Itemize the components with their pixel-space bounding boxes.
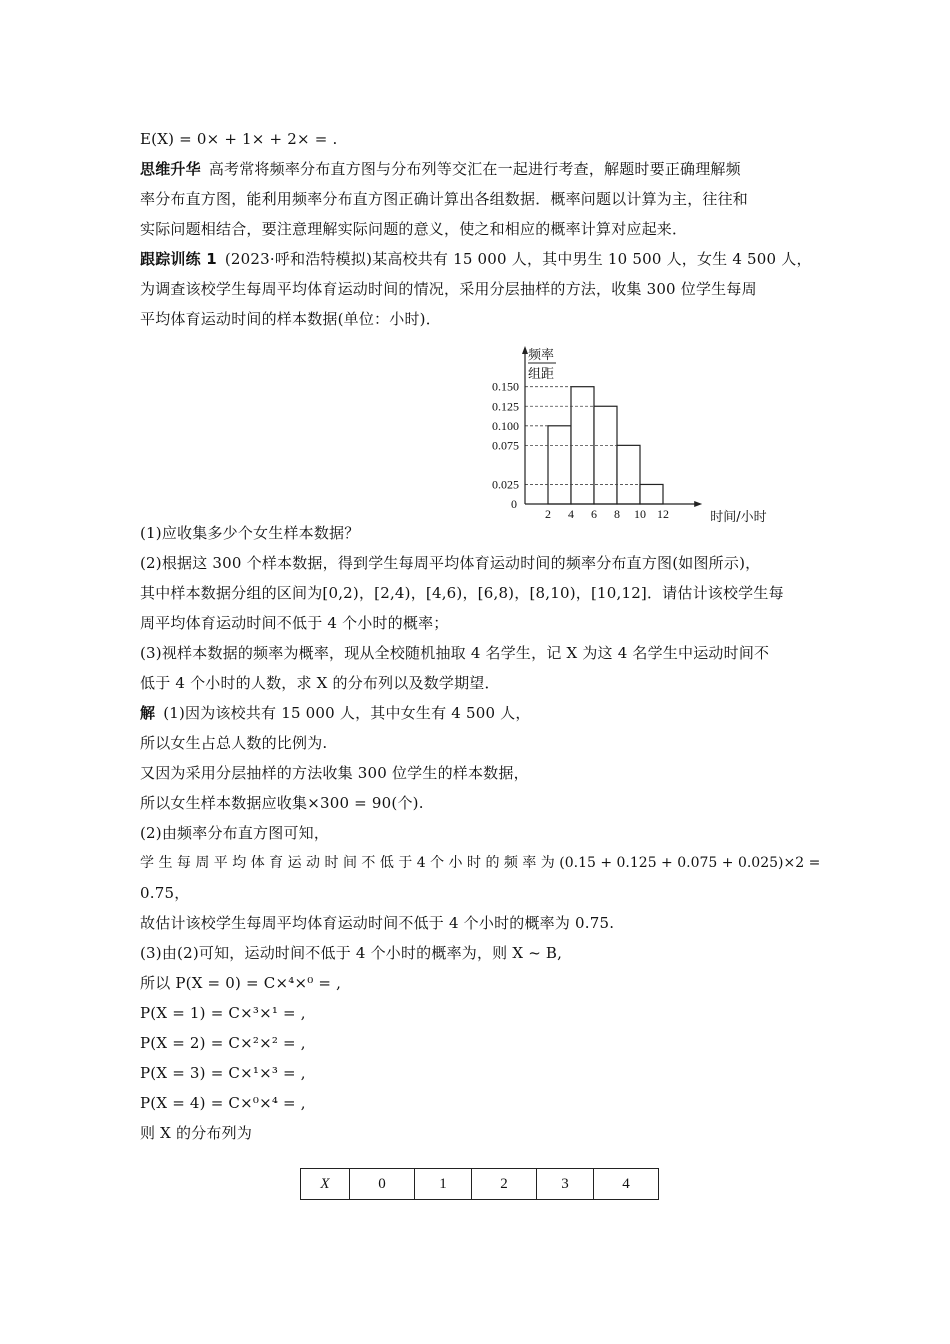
table-cell: X bbox=[301, 1169, 350, 1200]
y-tick-label: 0.075 bbox=[492, 438, 519, 453]
solution-9: (3)由(2)可知，运动时间不低于 4 个小时的概率为，则 X ~ B, bbox=[140, 944, 563, 962]
track-text-2: 为调查该校学生每周平均体育运动时间的情况，采用分层抽样的方法，收集 300 位学生每周 bbox=[140, 280, 757, 298]
summary-text-2: 率分布直方图，能利用频率分布直方图正确计算出各组数据．概率问题以计算为主，往往和 bbox=[140, 190, 749, 208]
x-axis-label: 时间/小时 bbox=[710, 510, 767, 525]
solution-3: 又因为采用分层抽样的方法收集 300 位学生的样本数据， bbox=[140, 764, 529, 782]
expectation-line: E(X) = 0× + 1× + 2× = . bbox=[140, 130, 338, 148]
x-tick-label: 8 bbox=[614, 507, 620, 521]
x-axis-arrow bbox=[694, 501, 702, 507]
table-cell: 3 bbox=[537, 1169, 594, 1200]
probability-1: P(X = 1) = C×³×¹ = , bbox=[140, 1004, 306, 1022]
question-2b: 其中样本数据分组的区间为[0,2)，[2,4)，[4,6)，[6,8)，[8,10)，[10,12]．请估计该校学生每 bbox=[140, 584, 784, 602]
x-tick-label: 10 bbox=[634, 507, 646, 521]
track-label: 跟踪训练 1 bbox=[140, 250, 217, 268]
origin-label: 0 bbox=[511, 497, 517, 511]
y-axis-label-bottom: 组距 bbox=[528, 367, 555, 382]
x-tick-label: 12 bbox=[657, 507, 669, 521]
histogram-bar bbox=[548, 426, 571, 504]
question-2a: (2)根据这 300 个样本数据，得到学生每周平均体育运动时间的频率分布直方图(如图所示)， bbox=[140, 554, 761, 572]
solution-2: 所以女生占总人数的比例为. bbox=[140, 734, 328, 752]
track-text-3: 平均体育运动时间的样本数据(单位：小时)． bbox=[140, 310, 441, 328]
question-3b: 低于 4 个小时的人数，求 X 的分布列以及数学期望． bbox=[140, 674, 500, 692]
summary-text-3: 实际问题相结合，要注意理解实际问题的意义，使之和相应的概率计算对应起来． bbox=[140, 220, 688, 238]
x-tick-label: 4 bbox=[568, 507, 574, 521]
summary-text-1: 高考常将频率分布直方图与分布列等交汇在一起进行考查，解题时要正确理解频 bbox=[208, 160, 741, 178]
probability-0: 所以 P(X = 0) = C×⁴×⁰ = , bbox=[140, 974, 342, 992]
solution-10: 则 X 的分布列为 bbox=[140, 1124, 253, 1142]
solution-4: 所以女生样本数据应收集×300 = 90(个). bbox=[140, 794, 424, 812]
solution-label: 解 bbox=[140, 704, 156, 722]
table-cell: 2 bbox=[472, 1169, 537, 1200]
solution-1: (1)因为该校共有 15 000 人，其中女生有 4 500 人， bbox=[163, 704, 531, 722]
summary-label: 思维升华 bbox=[140, 160, 201, 178]
question-2c: 周平均体育运动时间不低于 4 个小时的概率； bbox=[140, 614, 449, 632]
question-1: (1)应收集多少个女生样本数据？ bbox=[140, 524, 360, 542]
probability-3: P(X = 3) = C×¹×³ = , bbox=[140, 1064, 306, 1082]
probability-4: P(X = 4) = C×⁰×⁴ = , bbox=[140, 1094, 306, 1112]
solution-6: 学 生 每 周 平 均 体 育 运 动 时 间 不 低 于 4 个 小 时 的 频 率 为 (0.15 + 0.125 + 0.075 + 0.025)×2 = bbox=[140, 855, 821, 871]
distribution-table bbox=[300, 1168, 659, 1200]
solution-8: 故估计该校学生每周平均体育运动时间不低于 4 个小时的概率为 0.75. bbox=[140, 914, 615, 932]
y-tick-label: 0.150 bbox=[492, 379, 519, 394]
page-content bbox=[140, 124, 821, 1148]
x-tick-label: 6 bbox=[591, 507, 597, 521]
histogram-bar bbox=[594, 406, 617, 504]
y-tick-label: 0.025 bbox=[492, 477, 519, 492]
histogram-bar bbox=[617, 445, 640, 504]
solution-5: (2)由频率分布直方图可知， bbox=[140, 824, 330, 842]
histogram-svg bbox=[340, 338, 767, 525]
probability-2: P(X = 2) = C×²×² = , bbox=[140, 1034, 306, 1052]
table-cell: 0 bbox=[350, 1169, 415, 1200]
track-text-1: (2023·呼和浩特模拟)某高校共有 15 000 人，其中男生 10 500 人，女生 4 500 人， bbox=[224, 250, 812, 268]
solution-7: 0.75， bbox=[140, 884, 190, 902]
x-tick-label: 2 bbox=[545, 507, 551, 521]
y-axis-label-top: 频率 bbox=[528, 348, 555, 363]
y-tick-label: 0.125 bbox=[492, 399, 519, 414]
histogram-chart bbox=[140, 338, 820, 525]
y-tick-label: 0.100 bbox=[492, 418, 519, 433]
question-3a: (3)视样本数据的频率为概率，现从全校随机抽取 4 名学生，记 X 为这 4 名学生中运动时间不 bbox=[140, 644, 770, 662]
histogram-bar bbox=[640, 484, 663, 504]
table-cell: 1 bbox=[415, 1169, 472, 1200]
table-cell: 4 bbox=[594, 1169, 659, 1200]
table-row bbox=[301, 1169, 659, 1200]
